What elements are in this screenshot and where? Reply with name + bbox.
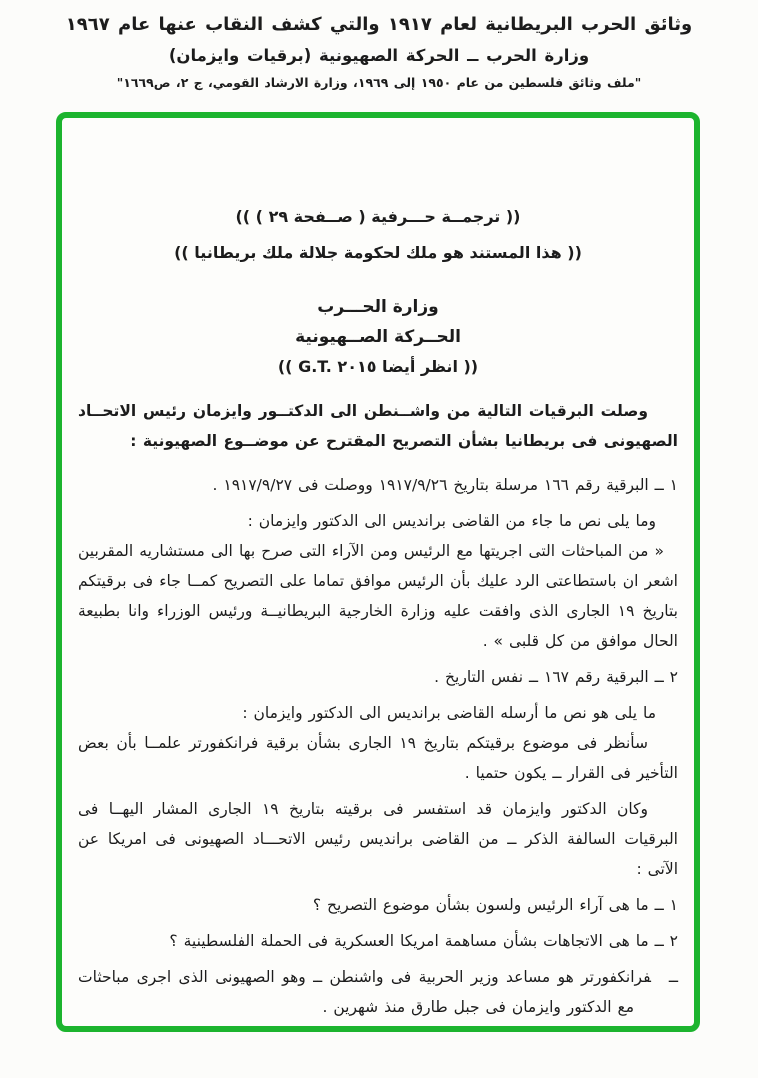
header-subtitle-line: وزارة الحرب ــ الحركة الصهيونية (برقيات وايزمان) <box>168 46 590 65</box>
page-header <box>0 0 758 90</box>
telegram-2-quote: سأنظر فى موضوع برقيتكم بتاريخ ١٩ الجارى بشأن برقية فرانكفورتر علمــا بأن بعض التأخير فى القرار ــ يكون حتميا . <box>78 734 678 782</box>
header-source-citation: "ملف وثائق فلسطين من عام ١٩٥٠ إلى ١٩٦٩، وزارة الارشاد القومي، ج ٢، ص١٦٦٩" <box>116 75 642 90</box>
telegram-2-intro: ما يلى هو نص ما أرسله القاضى برانديس الى الدكتور وايزمان : <box>242 704 656 722</box>
footnote-text: فرانكفورتر هو مساعد وزير الحربية فى واشنطن ــ وهو الصهيونى الذى اجرى مباحثات مع الدكتور وايزمان فى جبل طارق منذ شهرين . <box>78 968 651 1016</box>
see-also-prefix: (( انظر أيضا ٢٠١٥ <box>331 357 479 376</box>
header-title-line: وثائق الحرب البريطانية لعام ١٩١٧ والتي كشف النقاب عنها عام ١٩٦٧ <box>65 14 693 35</box>
gt-reference: G.T. <box>298 357 332 376</box>
frankfurter-footnote <box>78 962 678 1022</box>
telegram-2-heading: ٢ ــ البرقية رقم ١٦٧ ــ نفس التاريخ . <box>434 668 678 686</box>
movement-title: الحــركة الصــهيونية <box>295 327 461 347</box>
question-1: ١ ــ ما هى آراء الرئيس ولسون بشأن موضوع التصريح ؟ <box>312 896 678 914</box>
telegram-1-intro: وما يلى نص ما جاء من القاضى برانديس الى الدكتور وايزمان : <box>247 512 656 530</box>
translation-note: (( ترجمــة حـــرفية ( صــفحة ٢٩ ) )) <box>235 207 521 226</box>
inquiry-paragraph: وكان الدكتور وايزمان قد استفسر فى برقيته بتاريخ ١٩ الجارى المشار اليهــا فى البرقيات السالفة الذكر ــ من القاضى برانديس رئيس الاتحـــاد الصهيونى فى امريكا عن الآتى : <box>78 800 678 878</box>
telegram-1-heading: ١ ــ البرقية رقم ١٦٦ مرسلة بتاريخ ١٩١٧/٩/٢٦ ووصلت فى ١٩١٧/٩/٢٧ . <box>212 476 678 494</box>
footnote-dash: ــ <box>668 968 678 986</box>
telegram-1-quote: « من المباحثات التى اجريتها مع الرئيس ومن الآراء التى صرح بها الى مستشاريه المقربين اشعر ان باستطاعتى الرد عليك بأن الرئيس موافق تماما على التصريح كمــا جاء فى برقيتكم بتاريخ ١٩ الجارى الذى وافقت عليه وزارة الخارجية البريطانيــة ورئيس الوزراء وانا بطبيعة الحال موافق من كل قلبى » . <box>78 542 678 650</box>
green-document-frame <box>56 112 700 1032</box>
ownership-note: (( هذا المستند هو ملك لحكومة جلالة ملك بريطانيا )) <box>174 243 582 262</box>
intro-paragraph: وصلت البرقيات التالية من واشــنطن الى الدكتــور وايزمان رئيس الاتحــاد الصهيونى فى بريطانيا بشأن التصريح المقترح عن موضــوع الصهيونية : <box>78 402 678 450</box>
ministry-title: وزارة الحـــرب <box>317 297 439 317</box>
question-2: ٢ ــ ما هى الاتجاهات بشأن مساهمة امريكا العسكرية فى الحملة الفلسطينية ؟ <box>169 932 678 950</box>
see-also-suffix: )) <box>277 357 299 376</box>
see-also-note <box>78 352 678 382</box>
document-body <box>62 118 694 1022</box>
